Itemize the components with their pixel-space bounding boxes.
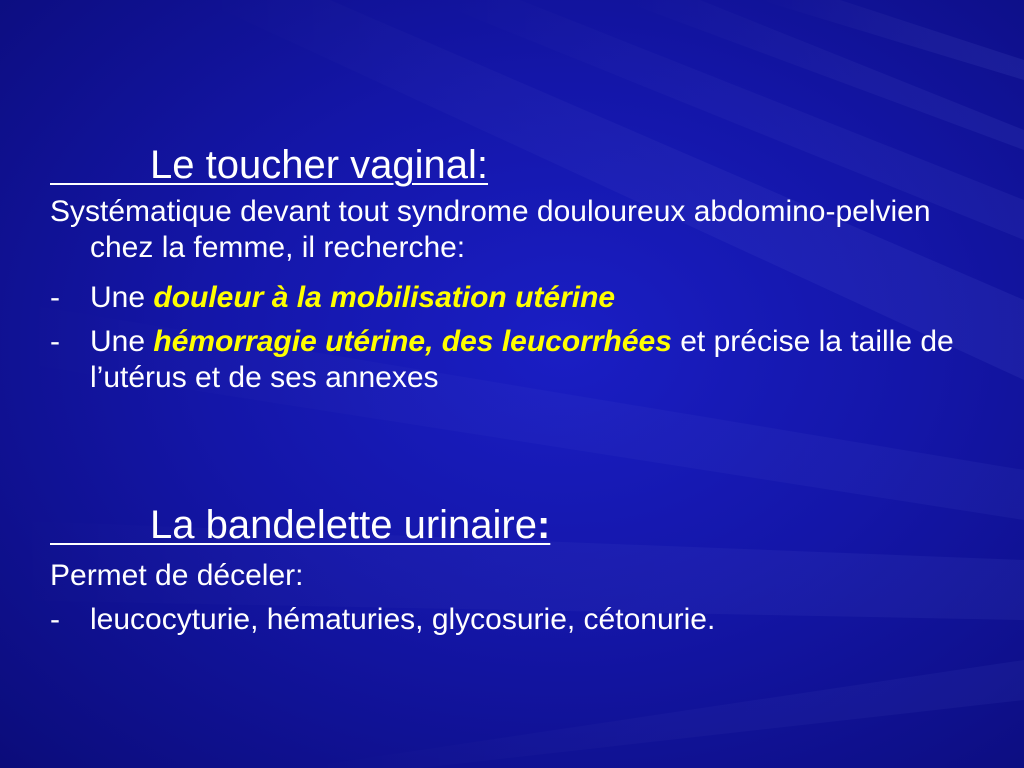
heading-colon: : [536, 503, 551, 547]
list-item [50, 602, 980, 638]
item-suffix: et précise la taille de l’utérus et de ses annexes [90, 325, 954, 394]
section-intro: Permet de déceler: [50, 559, 304, 592]
dash-bullet: - [50, 325, 60, 358]
highlight-text: hémorragie utérine, des leucorrhées [153, 325, 672, 358]
list-item [50, 324, 980, 396]
dash-bullet: - [50, 603, 60, 636]
dash-bullet: - [50, 281, 60, 314]
slide-content [50, 140, 980, 638]
item-text: leucocyturie, hématuries, glycosurie, cétonurie. [90, 603, 716, 636]
item-prefix: Une [90, 325, 154, 358]
section-bandelette-urinaire [50, 500, 980, 638]
section-heading [50, 500, 980, 550]
section-toucher-vaginal [50, 140, 980, 396]
section-intro: Systématique devant tout syndrome douloureux abdomino-pelvien chez la femme, il recherche: [50, 195, 931, 264]
highlight-text: douleur à la mobilisation utérine [153, 281, 616, 314]
item-prefix: Une [90, 281, 154, 314]
section-heading-text: La bandelette urinaire [50, 503, 537, 547]
list-item [50, 280, 980, 316]
section-heading: Le toucher vaginal: [50, 143, 489, 187]
